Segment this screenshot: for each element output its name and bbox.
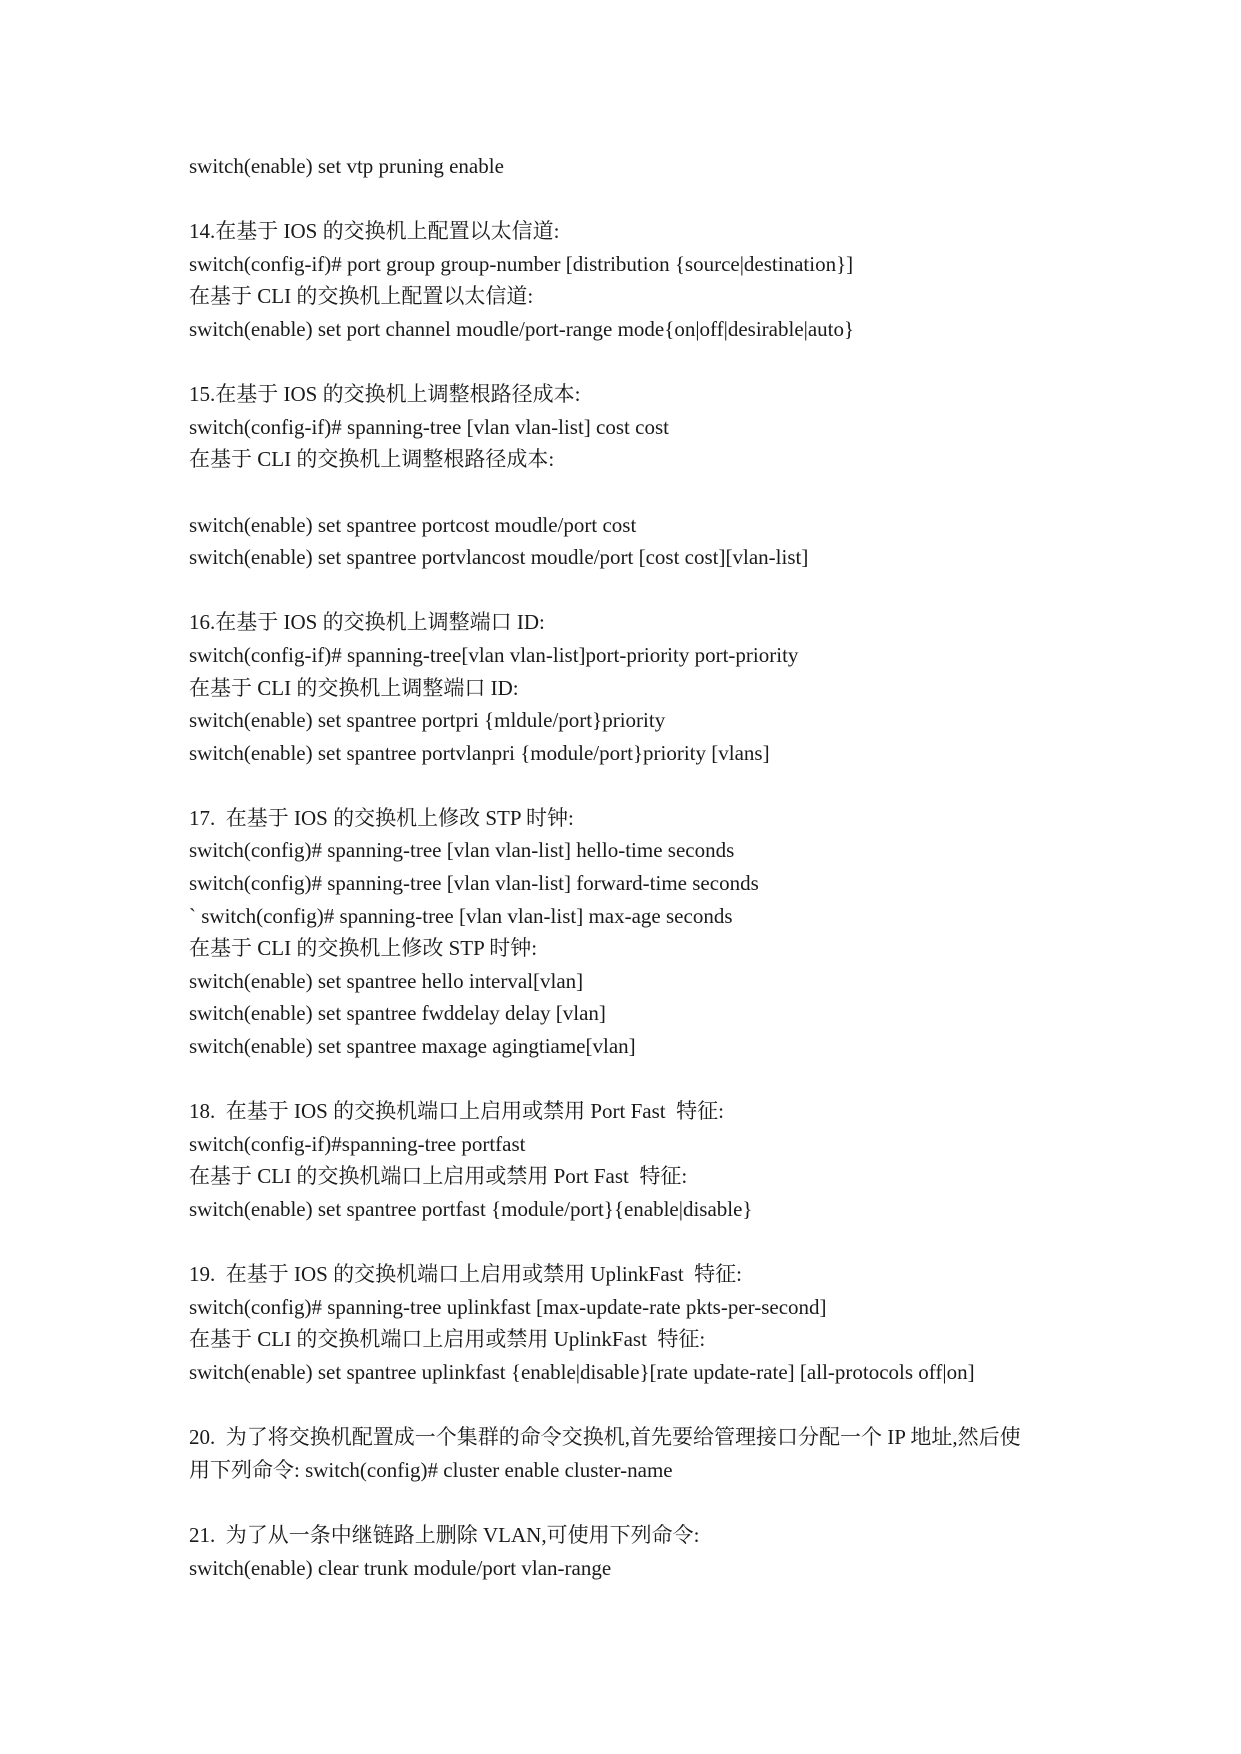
command-line: switch(enable) set spantree hello interval[vlan] — [189, 968, 584, 993]
section-heading-19: 19. 在基于 IOS 的交换机端口上启用或禁用 UplinkFast 特征: — [189, 1262, 743, 1287]
section-heading-20: 20. 为了将交换机配置成一个集群的命令交换机,首先要给管理接口分配一个 IP 地址,然后使 — [189, 1425, 1021, 1450]
command-line: switch(enable) set spantree portfast {module/port}{enable|disable} — [189, 1197, 753, 1221]
blank-line — [189, 346, 1069, 379]
text-line: 在基于 CLI 的交换机上修改 STP 时钟: — [189, 936, 538, 961]
blank-line — [189, 183, 1069, 216]
text-line: 在基于 CLI 的交换机上调整端口 ID: — [189, 675, 519, 700]
text-line: 在基于 CLI 的交换机上调整根路径成本: — [189, 447, 555, 472]
section-heading-15: 15.在基于 IOS 的交换机上调整根路径成本: — [189, 382, 581, 407]
command-line: switch(config-if)#spanning-tree portfast — [189, 1131, 526, 1156]
text-line: 用下列命令: switch(config)# cluster enable cluster-name — [189, 1457, 673, 1482]
blank-line — [189, 1226, 1069, 1259]
command-line: switch(config)# spanning-tree [vlan vlan-list] hello-time seconds — [189, 838, 735, 863]
command-line: switch(enable) set spantree maxage agingtiame[vlan] — [189, 1034, 636, 1059]
blank-line — [189, 476, 1069, 509]
blank-line — [189, 574, 1069, 607]
command-line: switch(config-if)# port group group-number [distribution {source|destination}] — [189, 251, 854, 276]
command-line: switch(enable) set spantree portpri {mldule/port}priority — [189, 708, 666, 733]
document-page — [189, 150, 1069, 1584]
command-line: switch(config-if)# spanning-tree[vlan vlan-list]port-priority port-priority — [189, 642, 799, 667]
command-line: switch(enable) set spantree portvlancost moudle/port [cost cost][vlan-list] — [189, 545, 809, 570]
command-line: switch(config-if)# spanning-tree [vlan vlan-list] cost cost — [189, 414, 669, 439]
blank-line — [189, 1389, 1069, 1422]
section-heading-16: 16.在基于 IOS 的交换机上调整端口 ID: — [189, 610, 545, 635]
section-heading-21: 21. 为了从一条中继链路上删除 VLAN,可使用下列命令: — [189, 1522, 700, 1547]
text-line: switch(enable) set vtp pruning enable — [189, 154, 504, 178]
command-line: switch(enable) set spantree fwddelay delay [vlan] — [189, 1001, 606, 1026]
section-heading-17: 17. 在基于 IOS 的交换机上修改 STP 时钟: — [189, 805, 574, 830]
text-line: 在基于 CLI 的交换机端口上启用或禁用 UplinkFast 特征: — [189, 1327, 706, 1352]
section-heading-18: 18. 在基于 IOS 的交换机端口上启用或禁用 Port Fast 特征: — [189, 1099, 724, 1124]
text-line: 在基于 CLI 的交换机上配置以太信道: — [189, 284, 534, 309]
command-line: switch(enable) clear trunk module/port vlan-range — [189, 1555, 612, 1580]
blank-line — [189, 769, 1069, 802]
command-line: switch(config)# spanning-tree uplinkfast [max-update-rate pkts-per-second] — [189, 1294, 827, 1319]
blank-line — [189, 1063, 1069, 1096]
command-line: ` switch(config)# spanning-tree [vlan vlan-list] max-age seconds — [189, 903, 733, 928]
command-line: switch(enable) set spantree uplinkfast {enable|disable}[rate update-rate] [all-protocols off|on] — [189, 1359, 975, 1384]
command-line: switch(enable) set spantree portcost moudle/port cost — [189, 512, 637, 537]
section-heading-14: 14.在基于 IOS 的交换机上配置以太信道: — [189, 219, 560, 244]
blank-line — [189, 1486, 1069, 1519]
text-line: 在基于 CLI 的交换机端口上启用或禁用 Port Fast 特征: — [189, 1164, 688, 1189]
command-line: switch(enable) set port channel moudle/port-range mode{on|off|desirable|auto} — [189, 316, 855, 341]
command-line: switch(enable) set spantree portvlanpri {module/port}priority [vlans] — [189, 740, 770, 765]
command-line: switch(config)# spanning-tree [vlan vlan-list] forward-time seconds — [189, 871, 759, 896]
